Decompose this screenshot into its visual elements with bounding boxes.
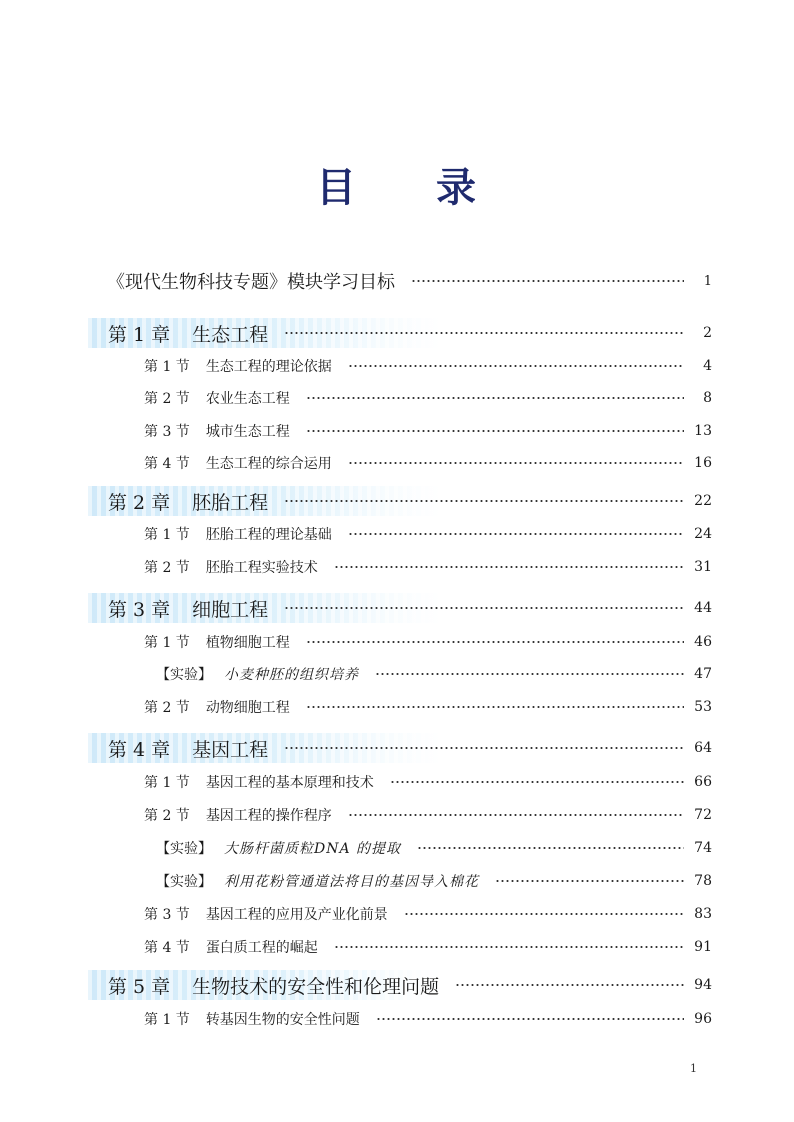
toc-entry-number: 第 1 节 bbox=[144, 775, 190, 791]
toc-entry-label bbox=[144, 1009, 360, 1029]
toc-entry-page: 46 bbox=[694, 634, 712, 650]
toc-entry-label bbox=[108, 488, 268, 515]
toc-entry-label bbox=[144, 805, 332, 825]
toc-entry-number: 第 2 节 bbox=[144, 700, 190, 716]
dot-leader bbox=[455, 983, 684, 987]
toc-entry-title: 转基因生物的安全性问题 bbox=[205, 1012, 360, 1028]
toc-entry-page: 1 bbox=[703, 273, 712, 289]
toc-entry-title: 《现代生物科技专题》模块学习目标 bbox=[107, 272, 395, 293]
toc-entry-number: 第 1 节 bbox=[144, 1012, 190, 1028]
toc-entry-title: 大肠杆菌质粒DNA 的提取 bbox=[224, 841, 402, 857]
toc-section[interactable] bbox=[0, 902, 794, 926]
toc-entry-page: 53 bbox=[694, 699, 712, 715]
toc-entry-page: 24 bbox=[694, 526, 712, 542]
toc-section[interactable] bbox=[0, 522, 794, 546]
toc-entry-page: 74 bbox=[694, 840, 712, 856]
toc-entry-label bbox=[107, 268, 395, 294]
toc-section[interactable] bbox=[0, 630, 794, 654]
toc-entry-number: 第 3 章 bbox=[108, 598, 171, 621]
toc-entry-title: 基因工程的应用及产业化前景 bbox=[205, 907, 388, 923]
toc-chapter[interactable] bbox=[0, 484, 794, 518]
toc-entry-label bbox=[144, 524, 332, 544]
toc-entry-title: 胚胎工程实验技术 bbox=[205, 560, 318, 576]
toc-entry-page: 47 bbox=[694, 666, 712, 682]
toc-entry-page: 64 bbox=[694, 740, 712, 756]
dot-leader bbox=[348, 461, 684, 465]
toc-entry-title: 城市生态工程 bbox=[205, 424, 290, 440]
dot-leader bbox=[334, 945, 684, 949]
toc-entry-number: 第 3 节 bbox=[144, 907, 190, 923]
toc-entry-page: 83 bbox=[694, 906, 712, 922]
toc-chapter[interactable] bbox=[0, 591, 794, 625]
toc-entry-page: 94 bbox=[694, 977, 712, 993]
dot-leader bbox=[404, 912, 684, 916]
toc-entry-title: 胚胎工程的理论基础 bbox=[205, 527, 332, 543]
toc-section[interactable] bbox=[0, 935, 794, 959]
toc-entry-label bbox=[144, 632, 290, 652]
toc-entry-label bbox=[144, 421, 290, 441]
toc-entry-page: 13 bbox=[694, 423, 712, 439]
toc-entry-label bbox=[144, 697, 290, 717]
dot-leader bbox=[495, 879, 684, 883]
toc-entry-title: 生态工程的理论依据 bbox=[205, 359, 332, 375]
toc-entry-number: 第 1 节 bbox=[144, 359, 190, 375]
toc-entry-title: 植物细胞工程 bbox=[205, 635, 290, 651]
dot-leader bbox=[284, 606, 684, 610]
toc-entry-title: 生物技术的安全性和伦理问题 bbox=[192, 975, 440, 998]
toc-entry-label bbox=[108, 320, 268, 347]
toc-entry-label bbox=[144, 904, 388, 924]
dot-leader bbox=[284, 746, 684, 750]
toc-entry-label bbox=[144, 453, 332, 473]
toc-entry-number: 第 2 节 bbox=[144, 391, 190, 407]
toc-section[interactable] bbox=[0, 770, 794, 794]
dot-leader bbox=[417, 846, 684, 850]
toc-entry-title: 动物细胞工程 bbox=[205, 700, 290, 716]
toc-entry-label bbox=[144, 937, 318, 957]
toc-entry-number: 第 5 章 bbox=[108, 975, 171, 998]
toc-entry-title: 生态工程 bbox=[192, 323, 269, 346]
toc-entry-number: 第 1 节 bbox=[144, 635, 190, 651]
toc-entry-title: 基因工程的基本原理和技术 bbox=[205, 775, 374, 791]
toc-entry-number: 第 2 章 bbox=[108, 491, 171, 514]
dot-leader bbox=[348, 813, 684, 817]
toc-exp[interactable] bbox=[0, 836, 794, 860]
dot-leader bbox=[348, 532, 684, 536]
dot-leader bbox=[284, 499, 684, 503]
toc-section[interactable] bbox=[0, 1007, 794, 1031]
toc-entry-page: 96 bbox=[694, 1011, 712, 1027]
toc-entry-title: 生态工程的综合运用 bbox=[205, 456, 332, 472]
page-title bbox=[0, 156, 794, 213]
toc-entry-title: 细胞工程 bbox=[192, 598, 269, 621]
toc-entry-number: 第 4 章 bbox=[108, 738, 171, 761]
toc-section[interactable] bbox=[0, 555, 794, 579]
toc-module[interactable] bbox=[0, 266, 794, 296]
toc-entry-number: 【实验】 bbox=[156, 667, 212, 683]
toc-entry-page: 44 bbox=[694, 600, 712, 616]
toc-entry-label bbox=[144, 356, 332, 376]
toc-entry-title: 蛋白质工程的崛起 bbox=[205, 940, 318, 956]
toc-entry-page: 78 bbox=[694, 873, 712, 889]
toc-chapter[interactable] bbox=[0, 316, 794, 350]
toc-entry-page: 8 bbox=[703, 390, 712, 406]
toc-entry-number: 第 1 节 bbox=[144, 527, 190, 543]
dot-leader bbox=[306, 396, 684, 400]
toc-entry-number: 第 4 节 bbox=[144, 940, 190, 956]
toc-entry-label bbox=[144, 772, 374, 792]
dot-leader bbox=[334, 565, 684, 569]
dot-leader bbox=[411, 279, 684, 283]
toc-entry-number: 第 4 节 bbox=[144, 456, 190, 472]
toc-entry-page: 91 bbox=[694, 939, 712, 955]
toc-entry-title: 小麦种胚的组织培养 bbox=[224, 667, 359, 683]
toc-entry-title: 基因工程 bbox=[192, 738, 269, 761]
footer-page-number: 1 bbox=[690, 1062, 697, 1075]
dot-leader bbox=[306, 640, 684, 644]
toc-chapter[interactable] bbox=[0, 731, 794, 765]
toc-entry-page: 16 bbox=[694, 455, 712, 471]
title-right: 录 bbox=[436, 164, 478, 211]
toc-exp[interactable] bbox=[0, 662, 794, 686]
dot-leader bbox=[376, 1017, 684, 1021]
toc-entry-label bbox=[156, 871, 479, 891]
toc-entry-page: 22 bbox=[694, 493, 712, 509]
toc-section[interactable] bbox=[0, 354, 794, 378]
toc-entry-title: 农业生态工程 bbox=[205, 391, 290, 407]
toc-exp[interactable] bbox=[0, 869, 794, 893]
dot-leader bbox=[348, 364, 684, 368]
title-left: 目 bbox=[316, 164, 358, 211]
toc-entry-number: 第 2 节 bbox=[144, 808, 190, 824]
dot-leader bbox=[390, 780, 684, 784]
toc-entry-page: 72 bbox=[694, 807, 712, 823]
dot-leader bbox=[306, 429, 684, 433]
toc-entry-page: 4 bbox=[703, 358, 712, 374]
toc-section[interactable] bbox=[0, 803, 794, 827]
toc-section[interactable] bbox=[0, 386, 794, 410]
toc-entry-number: 第 3 节 bbox=[144, 424, 190, 440]
toc-entry-title: 利用花粉管通道法将目的基因导入棉花 bbox=[224, 874, 479, 890]
toc-entry-page: 66 bbox=[694, 774, 712, 790]
toc-entry-page: 31 bbox=[694, 559, 712, 575]
toc-section[interactable] bbox=[0, 451, 794, 475]
dot-leader bbox=[375, 672, 684, 676]
toc-entry-label bbox=[156, 838, 401, 858]
toc-entry-number: 【实验】 bbox=[156, 874, 212, 890]
toc-entry-title: 胚胎工程 bbox=[192, 491, 269, 514]
toc-entry-title: 基因工程的操作程序 bbox=[205, 808, 332, 824]
toc-entry-label bbox=[108, 735, 268, 762]
toc-entry-label bbox=[108, 595, 268, 622]
toc-entry-label bbox=[144, 388, 290, 408]
toc-section[interactable] bbox=[0, 419, 794, 443]
dot-leader bbox=[284, 331, 684, 335]
toc-entry-label bbox=[108, 972, 439, 999]
toc-section[interactable] bbox=[0, 695, 794, 719]
toc-chapter[interactable] bbox=[0, 968, 794, 1002]
toc-entry-number: 第 1 章 bbox=[108, 323, 171, 346]
toc-entry-page: 2 bbox=[703, 325, 712, 341]
toc-entry-label bbox=[156, 664, 359, 684]
toc-entry-label bbox=[144, 557, 318, 577]
toc-entry-number: 【实验】 bbox=[156, 841, 212, 857]
dot-leader bbox=[306, 705, 684, 709]
toc-entry-number: 第 2 节 bbox=[144, 560, 190, 576]
